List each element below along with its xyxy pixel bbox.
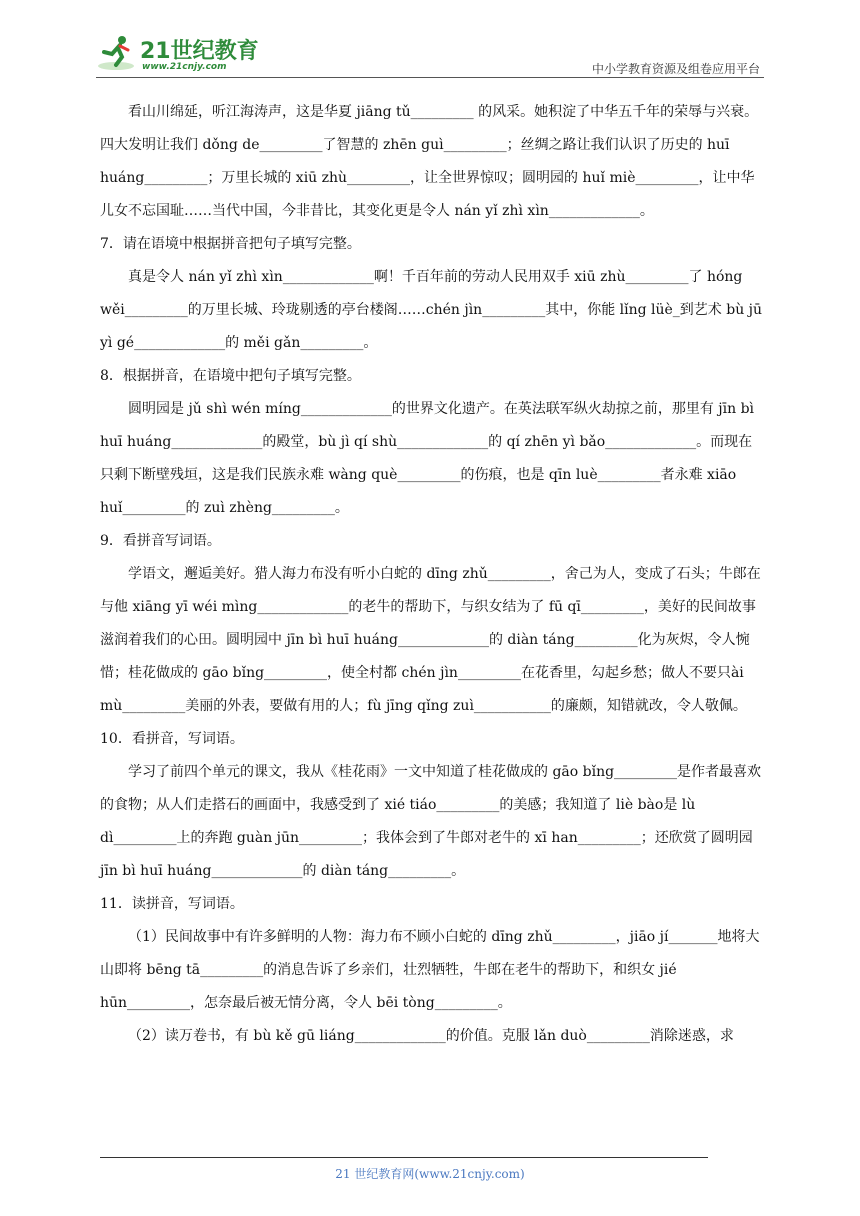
question-heading: 9．看拼音写词语。 xyxy=(100,533,221,549)
logo-url: www.21cnjy.com xyxy=(142,62,227,72)
page-header xyxy=(96,30,764,78)
paragraph: （1）民间故事中有许多鲜明的人物：海力布不顾小白蛇的 dīng zhǔ_________，jiāo jí_______地将大山即将 bēng tā_________的消息告诉了乡亲们，壮烈牺牲，牛郎在老牛的帮助下，和织女 jié hūn_________，怎奈最后被无情分离，令人 bēi tòng_________。 xyxy=(100,929,760,1011)
footer-text: 21 世纪教育网(www.21cnjy.com) xyxy=(335,1167,525,1181)
question-heading: 11．读拼音，写词语。 xyxy=(100,896,244,912)
header-divider xyxy=(96,77,764,78)
question-heading: 8．根据拼音，在语境中把句子填写完整。 xyxy=(100,368,361,384)
paragraph: 学习了前四个单元的课文，我从《桂花雨》一文中知道了桂花做成的 gāo bǐng_________是作者最喜欢的食物；从人们走搭石的画面中，我感受到了 xié tiáo_________的美感；我知道了 liè bào是 lù dì_________上的奔跑 guàn jūn_________；我体会到了牛郎对老牛的 xī han_________；还欣赏了圆明园 jīn bì huī huáng_____________的 diàn táng_________。 xyxy=(100,764,762,879)
paragraph: 圆明园是 jǔ shì wén míng_____________的世界文化遗产。在英法联军纵火劫掠之前，那里有 jīn bì huī huáng_____________的殿堂，bù jì qí shù_____________的 qí zhēn yì bǎo_____________。而现在只剩下断壁残垣，这是我们民族永难 wàng què_________的伤痕，也是 qīn luè_________者永难 xiāo huǐ_________的 zuì zhèng_________。 xyxy=(100,401,755,516)
paragraph: 学语文，邂逅美好。猎人海力布没有听小白蛇的 dīng zhǔ_________，舍己为人，变成了石头；牛郎在与他 xiāng yī wéi mìng_____________的老牛的帮助下，与织女结为了 fū qī_________，美好的民间故事滋润着我们的心田。圆明园中 jīn bì huī huáng_____________的 diàn táng_________化为灰烬，令人惋惜；桂花做成的 gāo bǐng_________，使全村都 chén jìn_________在花香里，勾起乡愁；做人不要只ài mù_________美丽的外表，要做有用的人；fù jīng qǐng zuì___________的廉颇，知错就改，令人敬佩。 xyxy=(100,566,761,714)
paragraph: 真是令人 nán yǐ zhì xìn_____________啊！千百年前的劳动人民用双手 xiū zhù_________了 hóng wěi_________的万里长城、玲珑剔透的亭台楼阁……chén jìn_________其中，你能 lǐng lüè_到艺术 bù jū yì gé_____________的 měi gǎn_________。 xyxy=(100,269,763,351)
footer-divider xyxy=(100,1157,708,1158)
paragraph: （2）读万卷书，有 bù kě gū liáng_____________的价值。克服 lǎn duò_________消除迷惑，求 xyxy=(128,1028,734,1044)
runner-logo-icon xyxy=(96,32,136,72)
logo xyxy=(96,30,266,76)
platform-title: 中小学教育资源及组卷应用平台 xyxy=(591,62,760,76)
document-body xyxy=(100,96,766,1053)
logo-wordmark: 21世纪教育 xyxy=(140,39,259,64)
paragraph: 看山川绵延，听江海涛声，这是华夏 jiāng tǔ_________ 的风采。她积淀了中华五千年的荣辱与兴衰。四大发明让我们 dǒng de_________了智慧的 zhēn guì_________；丝绸之路让我们认识了历史的 huī huáng_________；万里长城的 xiū zhù_________，让全世界惊叹；圆明园的 huǐ miè_________，让中华儿女不忘国耻……当代中国，今非昔比，其变化更是令人 nán yǐ zhì xìn_____________。 xyxy=(100,104,759,219)
question-heading: 10．看拼音，写词语。 xyxy=(100,731,244,747)
question-heading: 7．请在语境中根据拼音把句子填写完整。 xyxy=(100,236,361,252)
